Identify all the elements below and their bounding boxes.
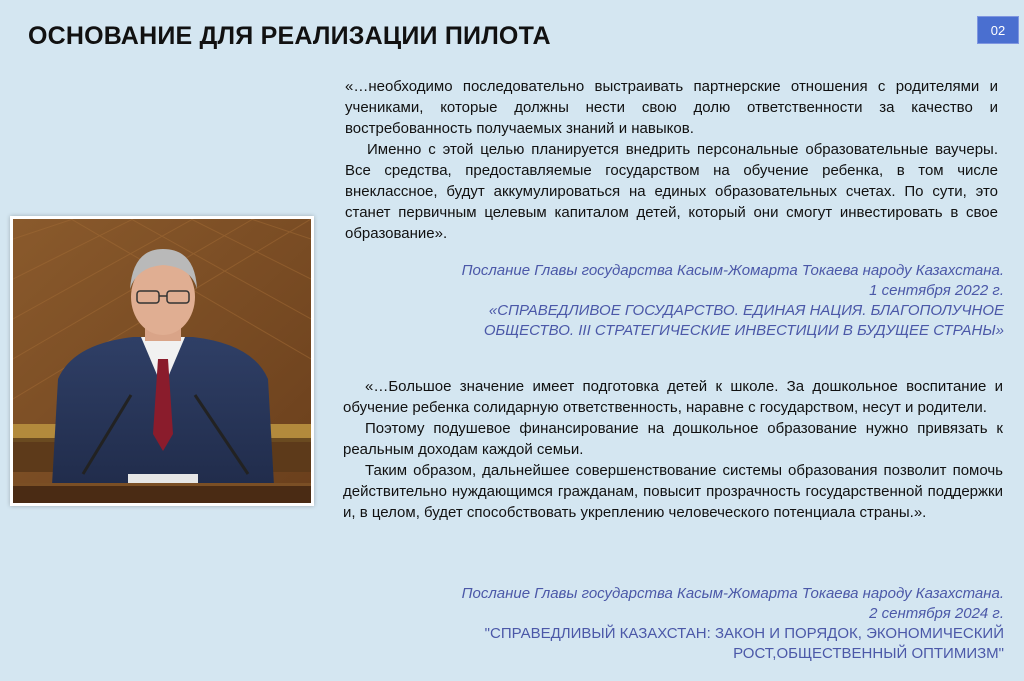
citation-2024-source: Послание Главы государства Касым-Жомарта Токаева народу Казахстана. bbox=[461, 585, 1004, 602]
page-title: ОСНОВАНИЕ ДЛЯ РЕАЛИЗАЦИИ ПИЛОТА bbox=[28, 22, 551, 50]
citation-2024-date: 2 сентября 2024 г. bbox=[869, 605, 1004, 622]
citation-2022-source: Послание Главы государства Касым-Жомарта Токаева народу Казахстана. bbox=[461, 262, 1004, 279]
quote-2022-paragraph-1: «…необходимо последовательно выстраивать партнерские отношения с родителями и учениками, которые должны нести свою долю ответственности за качество и востребованность получаемых знаний и навыков. bbox=[345, 78, 998, 137]
citation-2022-title-line-1: «СПРАВЕДЛИВОЕ ГОСУДАРСТВО. ЕДИНАЯ НАЦИЯ. БЛАГОПОЛУЧНОЕ bbox=[488, 302, 1004, 319]
speaker-photo-image bbox=[13, 219, 311, 503]
quote-2024-paragraph-2: Поэтому подушевое финансирование на дошкольное образование нужно привязать к реальным доходам каждой семьи. bbox=[343, 420, 1003, 458]
citation-2022 bbox=[380, 261, 1004, 341]
quote-2024-paragraph-3: Таким образом, дальнейшее совершенствование системы образования позволит помочь действительно нуждающимся гражданам, повысит прозрачность государственной поддержки и, в целом, будет способствовать укреплению человеческого потенциала страны.». bbox=[343, 462, 1003, 521]
quote-2022-paragraph-2: Именно с этой целью планируется внедрить персональные образовательные ваучеры. Все средства, предоставляемые государством на обучение ребенка, в том числе внеклассное, будут аккумулироваться на единых образовательных счетах. По сути, это станет первичным целевым капиталом детей, который они смогут инвестировать в свое образование». bbox=[345, 141, 998, 242]
quote-2022 bbox=[345, 76, 998, 244]
citation-2024 bbox=[380, 584, 1004, 664]
speaker-photo bbox=[10, 216, 314, 506]
quote-2024 bbox=[343, 376, 1003, 523]
citation-2024-title-line-1: "СПРАВЕДЛИВЫЙ КАЗАХСТАН: ЗАКОН И ПОРЯДОК, ЭКОНОМИЧЕСКИЙ bbox=[484, 625, 1004, 642]
citation-2022-date: 1 сентября 2022 г. bbox=[869, 282, 1004, 299]
citation-2024-title-line-2: РОСТ,ОБЩЕСТВЕННЫЙ ОПТИМИЗМ" bbox=[733, 645, 1004, 662]
citation-2022-title-line-2: ОБЩЕСТВО. III СТРАТЕГИЧЕСКИЕ ИНВЕСТИЦИИ В БУДУЩЕЕ СТРАНЫ» bbox=[483, 322, 1004, 339]
page-number-badge: 02 bbox=[977, 16, 1019, 44]
quote-2024-paragraph-1: «…Большое значение имеет подготовка детей к школе. За дошкольное воспитание и обучение ребенка солидарную ответственность, наравне с государством, несут и родители. bbox=[343, 378, 1003, 416]
